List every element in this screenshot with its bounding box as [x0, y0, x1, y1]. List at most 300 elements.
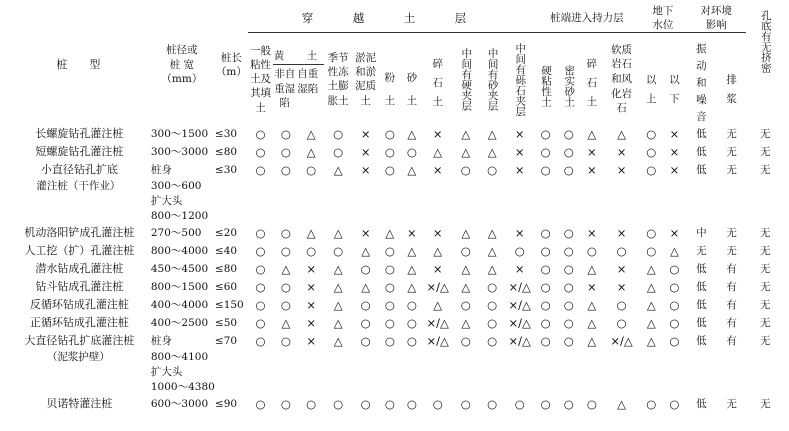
- table-cell: ○: [646, 226, 657, 241]
- table-cell: ○: [487, 163, 498, 178]
- table-cell: ×: [514, 226, 525, 241]
- pile-length: [215, 194, 248, 209]
- table-cell: [379, 365, 401, 380]
- table-cell: [663, 365, 686, 380]
- table-cell: ○: [563, 334, 574, 349]
- table-cell: ○: [280, 163, 291, 178]
- table-cell: △: [487, 127, 497, 142]
- pile-diameter: 扩大头: [150, 366, 183, 379]
- pile-length: ≤30: [214, 127, 238, 140]
- table-cell: ×: [616, 226, 627, 241]
- table-cell: △: [461, 226, 471, 241]
- table-cell: △: [333, 316, 343, 331]
- pile-selection-table: [8, 4, 784, 413]
- table-cell: △: [487, 244, 497, 259]
- table-cell: ○: [540, 316, 551, 331]
- table-row: [8, 224, 784, 242]
- header-soil-general: [248, 33, 273, 126]
- header-soil-hard-layer-text: 中间有硬夹层: [460, 47, 473, 111]
- header-soil-group: [248, 4, 534, 33]
- pile-length: [215, 365, 248, 380]
- header-bearing-dense-sand-text: 密实砂土: [563, 65, 576, 108]
- table-cell: △: [646, 262, 656, 277]
- header-soil-sand: [401, 33, 423, 126]
- table-cell: [640, 209, 663, 224]
- table-cell: ×/△: [508, 334, 531, 349]
- header-hole-compaction-text: 孔底有无挤密: [759, 10, 772, 73]
- table-cell: △: [587, 127, 597, 142]
- table-cell: ○: [384, 316, 395, 331]
- table-cell: ○: [540, 226, 551, 241]
- table-cell: [580, 194, 603, 209]
- table-cell: 低: [696, 127, 707, 140]
- table-cell: [248, 365, 273, 380]
- table-cell: [479, 365, 505, 380]
- table-cell: △: [587, 298, 597, 313]
- pile-name: 小直径钻孔扩底: [40, 163, 118, 177]
- table-cell: 低: [696, 262, 707, 275]
- pile-name: 钻斗钻成孔灌注桩: [35, 280, 124, 294]
- pile-length: [215, 380, 248, 395]
- pile-length: ≤80: [214, 262, 238, 275]
- table-cell: ○: [255, 244, 266, 259]
- table-cell: [299, 350, 324, 365]
- header-diameter-line3: （mm）: [161, 72, 203, 85]
- header-soil-frozen-text: 季节性冻土膨胀土: [327, 52, 349, 107]
- table-cell: [401, 365, 423, 380]
- table-cell: △: [587, 262, 597, 277]
- pile-diameter: 800～4000: [150, 244, 209, 257]
- table-cell: ○: [487, 397, 498, 412]
- pile-name: [8, 209, 149, 224]
- table-cell: [352, 179, 378, 194]
- table-cell: ○: [460, 298, 471, 313]
- table-cell: [453, 380, 479, 395]
- table-cell: ○: [563, 262, 574, 277]
- table-cell: ×: [306, 298, 316, 313]
- table-cell: [479, 194, 505, 209]
- table-cell: ×: [669, 145, 680, 160]
- header-water-line2: 水位: [652, 19, 674, 32]
- table-cell: ×: [616, 163, 627, 178]
- table-cell: ×: [669, 226, 680, 241]
- table-cell: △: [281, 262, 291, 277]
- table-cell: [717, 350, 747, 365]
- pile-name: 潜水钻成孔灌注桩: [35, 262, 124, 276]
- pile-diameter: 1000～4380: [150, 381, 215, 394]
- table-cell: [453, 365, 479, 380]
- table-cell: ×: [432, 226, 443, 241]
- table-cell: ○: [384, 163, 395, 178]
- pile-length: ≤20: [214, 226, 238, 239]
- table-cell: △: [587, 334, 597, 349]
- table-cell: ○: [563, 316, 574, 331]
- table-cell: [324, 350, 353, 365]
- header-soil-silt: [352, 33, 378, 126]
- table-cell: [273, 365, 298, 380]
- table-cell: 低: [696, 316, 707, 329]
- table-cell: ×/△: [610, 334, 633, 349]
- table-cell: [746, 179, 784, 194]
- table-cell: [379, 179, 401, 194]
- table-cell: [273, 194, 298, 209]
- header-loess-group: [273, 33, 324, 126]
- header-water-group: [640, 4, 686, 33]
- header-soil-powder-text: 粉土: [384, 72, 396, 108]
- table-cell: ○: [669, 397, 680, 412]
- table-cell: ○: [306, 244, 317, 259]
- table-cell: [453, 179, 479, 194]
- header-env-slurry: [717, 33, 747, 126]
- table-cell: △: [361, 280, 371, 295]
- table-cell: ○: [306, 397, 317, 412]
- header-soil-group-label: 穿 越 土 层: [301, 10, 481, 25]
- pile-length: ≤40: [214, 244, 238, 257]
- table-cell: [423, 380, 453, 395]
- pile-diameter: 400～2500: [150, 316, 209, 329]
- header-soil-sand-layer-text: 中间有砂夹层: [486, 47, 499, 111]
- table-cell: ×/△: [426, 334, 449, 349]
- table-cell: ○: [255, 262, 266, 277]
- header-env-slurry-text: 排浆: [726, 74, 737, 106]
- table-cell: ○: [563, 145, 574, 160]
- table-cell: [640, 365, 663, 380]
- table-body: [8, 125, 784, 413]
- pile-name: [8, 380, 149, 395]
- table-cell: △: [646, 334, 656, 349]
- table-cell: [379, 380, 401, 395]
- pile-diameter: 800～1200: [150, 210, 209, 223]
- table-cell: [686, 209, 717, 224]
- pile-name: 短螺旋钻孔灌注桩: [35, 145, 124, 159]
- header-water-above-text: 以上: [646, 74, 657, 106]
- table-cell: [663, 209, 686, 224]
- pile-name: （泥浆护壁）: [46, 351, 110, 364]
- table-cell: [352, 194, 378, 209]
- pile-name: 反循环钻成孔灌注桩: [29, 298, 129, 312]
- table-cell: [505, 194, 534, 209]
- table-cell: ○: [384, 334, 395, 349]
- pile-name: 贝诺特灌注桩: [46, 397, 113, 411]
- table-cell: [746, 350, 784, 365]
- header-length-line2: （m）: [215, 65, 247, 78]
- pile-diameter: 300～600: [150, 180, 202, 193]
- header-length-line1: 桩长: [220, 51, 242, 64]
- table-cell: ○: [460, 244, 471, 259]
- table-cell: △: [461, 145, 471, 160]
- table-cell: ○: [540, 127, 551, 142]
- table-cell: △: [646, 298, 656, 313]
- table-cell: 无: [726, 145, 737, 158]
- table-cell: [557, 194, 580, 209]
- table-cell: ×: [306, 334, 316, 349]
- table-row: [8, 395, 784, 413]
- table-cell: ×/△: [426, 280, 449, 295]
- table-cell: ○: [514, 244, 525, 259]
- table-cell: △: [407, 127, 417, 142]
- table-cell: ×: [360, 163, 371, 178]
- pile-length: ≤60: [214, 280, 238, 293]
- header-soil-frozen: [324, 33, 353, 126]
- table-cell: [717, 380, 747, 395]
- table-cell: ○: [255, 163, 266, 178]
- table-cell: 低: [696, 334, 707, 347]
- table-cell: 无: [726, 163, 737, 176]
- table-cell: [299, 365, 324, 380]
- table-cell: [248, 350, 273, 365]
- header-loess-label: 黄 土: [273, 48, 324, 65]
- table-cell: ○: [280, 244, 291, 259]
- header-water-above: [640, 33, 663, 126]
- table-cell: ○: [563, 226, 574, 241]
- table-cell: ×: [360, 145, 371, 160]
- table-cell: ○: [280, 145, 291, 160]
- header-soil-gravel-layer: [505, 33, 534, 126]
- table-cell: ×: [514, 145, 525, 160]
- table-cell: [352, 350, 378, 365]
- table-cell: [603, 380, 639, 395]
- header-diameter: [149, 4, 215, 125]
- table-cell: △: [306, 226, 316, 241]
- table-cell: ○: [460, 334, 471, 349]
- table-cell: ○: [333, 244, 344, 259]
- pile-diameter: 300～1500: [150, 127, 209, 140]
- table-cell: 低: [696, 163, 707, 176]
- pile-diameter: 800～4100: [150, 351, 209, 364]
- table-cell: [479, 209, 505, 224]
- table-cell: 无: [759, 226, 771, 239]
- pile-diameter: 桩身: [150, 163, 172, 176]
- table-cell: △: [487, 262, 497, 277]
- table-cell: ○: [360, 298, 371, 313]
- table-cell: ○: [563, 163, 574, 178]
- table-cell: ○: [384, 127, 395, 142]
- table-cell: ○: [563, 127, 574, 142]
- table-cell: △: [333, 226, 343, 241]
- table-cell: △: [461, 316, 471, 331]
- table-cell: ×: [669, 163, 680, 178]
- table-cell: 低: [696, 397, 707, 410]
- table-cell: △: [646, 316, 656, 331]
- table-cell: [746, 209, 784, 224]
- table-cell: [248, 209, 273, 224]
- table-cell: [557, 179, 580, 194]
- header-diameter-line2: 桩 宽: [169, 58, 195, 71]
- table-cell: [423, 194, 453, 209]
- table-cell: ×/△: [508, 316, 531, 331]
- table-cell: [379, 194, 401, 209]
- table-cell: [580, 365, 603, 380]
- table-cell: 无: [696, 244, 707, 257]
- header-bearing-dense-sand: [557, 33, 580, 126]
- table-cell: △: [617, 397, 626, 412]
- table-cell: △: [407, 262, 417, 277]
- table-cell: [479, 350, 505, 365]
- table-cell: [557, 380, 580, 395]
- table-row: [8, 365, 784, 380]
- header-soil-sand-layer: [479, 33, 505, 126]
- table-cell: ○: [563, 280, 574, 295]
- table-cell: ○: [616, 316, 627, 331]
- table-cell: △: [333, 262, 343, 277]
- table-cell: ○: [255, 334, 266, 349]
- pile-diameter: 450～4500: [150, 262, 209, 275]
- header-bearing-gravel-text: 碎石土: [586, 58, 598, 108]
- table-cell: ×: [587, 280, 597, 295]
- table-cell: [717, 194, 747, 209]
- header-bearing-hard-clay: [534, 33, 557, 126]
- table-cell: 低: [696, 280, 707, 293]
- table-row: [8, 350, 784, 365]
- table-cell: ○: [384, 244, 395, 259]
- table-cell: ○: [586, 244, 597, 259]
- pile-length: ≤30: [214, 163, 238, 176]
- table-cell: ○: [360, 334, 371, 349]
- header-env-line1: 对环境: [700, 5, 732, 17]
- table-cell: ○: [586, 397, 597, 412]
- table-cell: [273, 209, 298, 224]
- table-cell: ○: [487, 298, 498, 313]
- table-cell: ○: [563, 244, 574, 259]
- table-cell: △: [306, 145, 316, 160]
- table-row: [8, 179, 784, 194]
- table-cell: ×: [306, 280, 316, 295]
- table-cell: [746, 365, 784, 380]
- header-soil-gravel-text: 碎石土: [432, 58, 443, 108]
- pile-length: ≤80: [214, 145, 238, 158]
- table-cell: [479, 380, 505, 395]
- table-cell: ○: [280, 298, 291, 313]
- table-cell: [580, 350, 603, 365]
- header-hole-compaction: [746, 4, 784, 125]
- table-cell: ○: [333, 145, 344, 160]
- table-cell: ○: [406, 316, 417, 331]
- table-cell: ○: [255, 127, 266, 142]
- table-cell: △: [306, 127, 316, 142]
- table-cell: [717, 365, 747, 380]
- table-cell: ○: [669, 316, 680, 331]
- table-cell: [663, 350, 686, 365]
- table-cell: [324, 380, 353, 395]
- header-diameter-line1: 桩径或: [166, 44, 198, 57]
- table-cell: ○: [563, 397, 574, 412]
- table-cell: [401, 350, 423, 365]
- table-cell: ×: [587, 163, 597, 178]
- pile-name: 机动洛阳铲成孔灌注桩: [24, 226, 135, 240]
- table-cell: ○: [669, 334, 680, 349]
- table-cell: 无: [759, 145, 771, 158]
- table-cell: ○: [406, 334, 417, 349]
- pile-diameter: 桩身: [150, 334, 172, 347]
- table-cell: [686, 179, 717, 194]
- table-cell: [505, 365, 534, 380]
- table-cell: ○: [460, 397, 471, 412]
- table-cell: ○: [616, 244, 627, 259]
- table-cell: △: [669, 244, 679, 259]
- header-bearing-group: 桩端进入持力层: [534, 4, 640, 33]
- header-loess-self: 自重湿陷: [297, 67, 319, 95]
- header-env-vibration-text: 振动和噪音: [696, 43, 707, 123]
- table-cell: [352, 380, 378, 395]
- table-cell: ×: [514, 163, 525, 178]
- table-cell: 无: [759, 127, 771, 140]
- table-cell: 无: [759, 262, 771, 275]
- table-cell: [603, 365, 639, 380]
- table-cell: △: [407, 163, 417, 178]
- table-cell: ○: [540, 262, 551, 277]
- table-cell: ○: [384, 262, 395, 277]
- table-cell: 无: [726, 127, 737, 140]
- pile-length: [215, 179, 248, 194]
- table-row: [8, 296, 784, 314]
- table-cell: ×: [432, 262, 443, 277]
- table-cell: [401, 380, 423, 395]
- header-pile-type: 桩 型: [56, 57, 101, 71]
- table-cell: ○: [540, 280, 551, 295]
- table-cell: △: [433, 298, 443, 313]
- header-bearing-hard-clay-text: 硬粘性土: [540, 65, 553, 108]
- table-cell: △: [281, 316, 291, 331]
- pile-name: [8, 194, 149, 209]
- table-cell: ×: [360, 226, 371, 241]
- table-cell: [401, 194, 423, 209]
- table-cell: [273, 350, 298, 365]
- table-row: [8, 209, 784, 224]
- table-row: [8, 194, 784, 209]
- header-env-group: [686, 4, 747, 33]
- table-cell: △: [461, 262, 471, 277]
- table-cell: [379, 209, 401, 224]
- table-cell: ×: [587, 145, 597, 160]
- table-cell: 无: [726, 226, 737, 239]
- pile-name: 大直径钻孔扩底灌注桩: [24, 334, 135, 348]
- header-water-below: [663, 33, 686, 126]
- table-cell: [299, 179, 324, 194]
- pile-name: [8, 365, 149, 380]
- table-cell: [423, 179, 453, 194]
- table-cell: [580, 380, 603, 395]
- header-soil-hard-layer: [453, 33, 479, 126]
- table-cell: [557, 350, 580, 365]
- table-cell: ○: [646, 397, 657, 412]
- table-cell: ○: [646, 145, 657, 160]
- table-cell: [324, 194, 353, 209]
- table-cell: [423, 209, 453, 224]
- table-cell: [580, 209, 603, 224]
- table-cell: [299, 380, 324, 395]
- header-soil-silt-text: 淤泥和淤泥质土: [355, 52, 377, 107]
- table-cell: △: [433, 244, 443, 259]
- table-cell: [423, 350, 453, 365]
- table-cell: [505, 380, 534, 395]
- table-cell: △: [646, 280, 656, 295]
- table-cell: [379, 350, 401, 365]
- header-soil-powder: [379, 33, 401, 126]
- table-cell: 无: [726, 397, 737, 410]
- table-cell: △: [487, 145, 497, 160]
- table-row: [8, 260, 784, 278]
- table-cell: [663, 194, 686, 209]
- table-cell: 有: [726, 262, 737, 275]
- table-cell: ○: [540, 397, 551, 412]
- table-cell: ×: [432, 127, 443, 142]
- table-cell: △: [461, 280, 471, 295]
- table-cell: 低: [696, 298, 707, 311]
- table-cell: △: [333, 334, 343, 349]
- table-cell: ○: [646, 163, 657, 178]
- table-cell: ○: [540, 334, 551, 349]
- table-cell: ×: [514, 127, 525, 142]
